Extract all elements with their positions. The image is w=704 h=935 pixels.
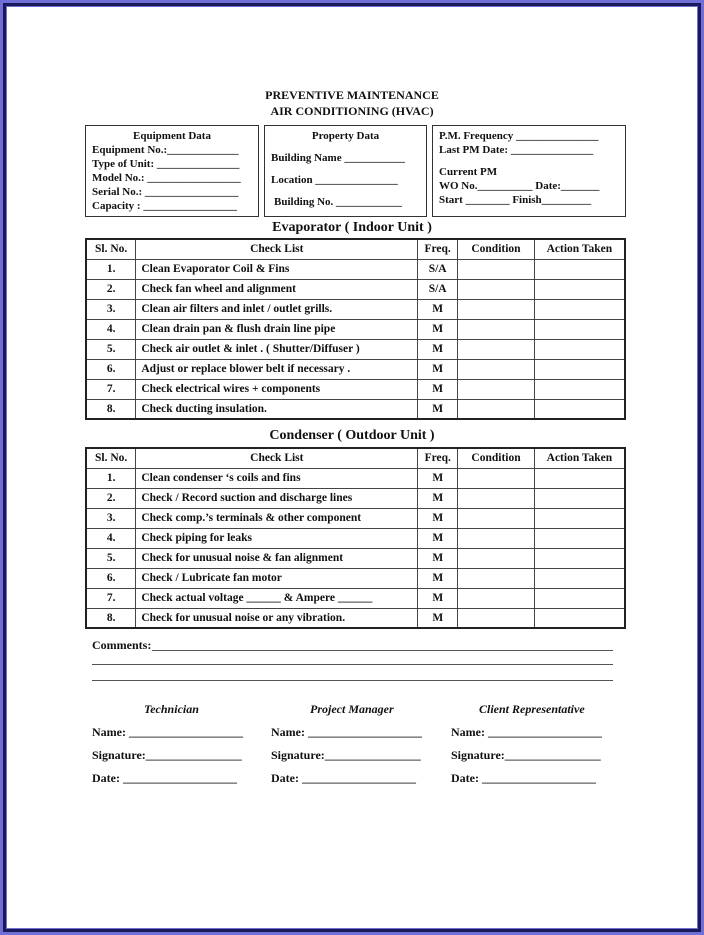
condition-cell[interactable] [458, 399, 535, 419]
property-field[interactable]: Building No. ____________ [274, 196, 403, 208]
column-header: Sl. No. [86, 239, 136, 259]
table-row [86, 488, 625, 508]
evaporator-title: Evaporator ( Indoor Unit ) [272, 220, 432, 235]
serial-number: 4. [86, 319, 136, 339]
frequency: S/A [418, 259, 458, 279]
comments-label: Comments: [92, 638, 152, 652]
table-header-row [86, 448, 625, 468]
equipment-field[interactable]: Equipment No.:_____________ [92, 144, 239, 156]
serial-number: 3. [86, 299, 136, 319]
check-item: Check / Lubricate fan motor [136, 568, 418, 588]
serial-number: 7. [86, 379, 136, 399]
action-taken-cell[interactable] [534, 279, 625, 299]
table-header-row [86, 239, 625, 259]
name-field[interactable]: Name: ___________________ [451, 725, 602, 739]
frequency: M [418, 399, 458, 419]
table-row [86, 299, 625, 319]
serial-number: 3. [86, 508, 136, 528]
frequency: M [418, 339, 458, 359]
check-item: Check fan wheel and alignment [136, 279, 418, 299]
column-header: Freq. [418, 239, 458, 259]
check-item: Check for unusual noise & fan alignment [136, 548, 418, 568]
table-row [86, 528, 625, 548]
column-header: Check List [136, 239, 418, 259]
comments-line[interactable] [152, 650, 613, 651]
condition-cell[interactable] [458, 468, 535, 488]
check-item: Check comp.’s terminals & other component [136, 508, 418, 528]
column-header: Condition [458, 448, 535, 468]
pm-box [432, 125, 626, 217]
action-taken-cell[interactable] [534, 359, 625, 379]
equipment-field[interactable]: Capacity : _________________ [92, 200, 237, 212]
date-field[interactable]: Date: ___________________ [271, 771, 416, 785]
serial-number: 1. [86, 259, 136, 279]
action-taken-cell[interactable] [534, 548, 625, 568]
condition-cell[interactable] [458, 488, 535, 508]
condition-cell[interactable] [458, 339, 535, 359]
property-data-box [264, 125, 427, 217]
property-field[interactable]: Building Name ___________ [271, 152, 405, 164]
check-item: Check for unusual noise or any vibration. [136, 608, 418, 628]
equipment-field[interactable]: Model No.: _________________ [92, 172, 241, 184]
condition-cell[interactable] [458, 259, 535, 279]
action-taken-cell[interactable] [534, 568, 625, 588]
table-row [86, 319, 625, 339]
condition-cell[interactable] [458, 279, 535, 299]
frequency: M [418, 548, 458, 568]
signature-field[interactable]: Signature:________________ [451, 748, 601, 762]
table-row [86, 359, 625, 379]
condition-cell[interactable] [458, 608, 535, 628]
pm-field[interactable]: Last PM Date: _______________ [439, 144, 594, 156]
action-taken-cell[interactable] [534, 508, 625, 528]
serial-number: 6. [86, 359, 136, 379]
condition-cell[interactable] [458, 299, 535, 319]
serial-number: 5. [86, 548, 136, 568]
column-header: Condition [458, 239, 535, 259]
equipment-heading: Equipment Data [133, 130, 211, 142]
condition-cell[interactable] [458, 319, 535, 339]
role-title: Client Representative [479, 702, 585, 716]
action-taken-cell[interactable] [534, 468, 625, 488]
pm-field[interactable]: Start ________ Finish_________ [439, 194, 592, 206]
frequency: M [418, 508, 458, 528]
condition-cell[interactable] [458, 528, 535, 548]
frequency: M [418, 379, 458, 399]
frequency: M [418, 588, 458, 608]
column-header: Check List [136, 448, 418, 468]
column-header: Freq. [418, 448, 458, 468]
form-subtitle: AIR CONDITIONING (HVAC) [270, 104, 434, 118]
serial-number: 6. [86, 568, 136, 588]
evaporator-table [85, 238, 626, 420]
table-row [86, 399, 625, 419]
equipment-data-box [85, 125, 259, 217]
frequency: S/A [418, 279, 458, 299]
table-row [86, 339, 625, 359]
signature-field[interactable]: Signature:________________ [92, 748, 242, 762]
action-taken-cell[interactable] [534, 488, 625, 508]
check-item: Check / Record suction and discharge lines [136, 488, 418, 508]
equipment-field[interactable]: Serial No.: _________________ [92, 186, 239, 198]
check-item: Clean Evaporator Coil & Fins [136, 259, 418, 279]
equipment-field[interactable]: Type of Unit: _______________ [92, 158, 240, 170]
column-header: Action Taken [534, 239, 625, 259]
signature-field[interactable]: Signature:________________ [271, 748, 421, 762]
pm-label: Current PM [439, 166, 498, 178]
table-row [86, 259, 625, 279]
condition-cell[interactable] [458, 508, 535, 528]
condition-cell[interactable] [458, 548, 535, 568]
condition-cell[interactable] [458, 379, 535, 399]
condition-cell[interactable] [458, 588, 535, 608]
table-row [86, 279, 625, 299]
pm-field[interactable]: WO No.__________ Date:_______ [439, 180, 600, 192]
table-row [86, 588, 625, 608]
frequency: M [418, 528, 458, 548]
action-taken-cell[interactable] [534, 608, 625, 628]
name-field[interactable]: Name: ___________________ [92, 725, 243, 739]
condition-cell[interactable] [458, 359, 535, 379]
action-taken-cell[interactable] [534, 399, 625, 419]
table-row [86, 548, 625, 568]
action-taken-cell[interactable] [534, 259, 625, 279]
check-item: Check air outlet & inlet . ( Shutter/Diffuser ) [136, 339, 418, 359]
column-header: Action Taken [534, 448, 625, 468]
table-row [86, 468, 625, 488]
frequency: M [418, 299, 458, 319]
action-taken-cell[interactable] [534, 379, 625, 399]
serial-number: 8. [86, 608, 136, 628]
name-field[interactable]: Name: ___________________ [271, 725, 422, 739]
form-title: PREVENTIVE MAINTENANCE [265, 88, 439, 102]
table-row [86, 379, 625, 399]
date-field[interactable]: Date: ___________________ [451, 771, 596, 785]
property-heading: Property Data [311, 130, 380, 142]
check-item: Clean drain pan & flush drain line pipe [136, 319, 418, 339]
serial-number: 2. [86, 488, 136, 508]
frequency: M [418, 488, 458, 508]
frequency: M [418, 359, 458, 379]
condition-cell[interactable] [458, 568, 535, 588]
serial-number: 1. [86, 468, 136, 488]
pm-field[interactable]: P.M. Frequency _______________ [439, 130, 599, 142]
frequency: M [418, 319, 458, 339]
serial-number: 2. [86, 279, 136, 299]
action-taken-cell[interactable] [534, 528, 625, 548]
comments-line[interactable] [92, 680, 613, 681]
condenser-table [85, 447, 626, 629]
check-item: Clean condenser ‘s coils and fins [136, 468, 418, 488]
check-item: Adjust or replace blower belt if necessary . [136, 359, 418, 379]
serial-number: 7. [86, 588, 136, 608]
table-row [86, 608, 625, 628]
column-header: Sl. No. [86, 448, 136, 468]
table-row [86, 568, 625, 588]
serial-number: 4. [86, 528, 136, 548]
action-taken-cell[interactable] [534, 339, 625, 359]
check-item: Check ducting insulation. [136, 399, 418, 419]
serial-number: 5. [86, 339, 136, 359]
date-field[interactable]: Date: ___________________ [92, 771, 237, 785]
frequency: M [418, 468, 458, 488]
frequency: M [418, 608, 458, 628]
role-title: Technician [144, 702, 199, 716]
role-title: Project Manager [310, 702, 394, 716]
comments-line[interactable] [92, 664, 613, 665]
action-taken-cell[interactable] [534, 319, 625, 339]
check-item: Check piping for leaks [136, 528, 418, 548]
property-field[interactable]: Location _______________ [271, 174, 398, 186]
action-taken-cell[interactable] [534, 299, 625, 319]
serial-number: 8. [86, 399, 136, 419]
frequency: M [418, 568, 458, 588]
check-item: Check electrical wires + components [136, 379, 418, 399]
condenser-title: Condenser ( Outdoor Unit ) [269, 428, 435, 443]
check-item: Check actual voltage ______ & Ampere ______ [136, 588, 418, 608]
action-taken-cell[interactable] [534, 588, 625, 608]
check-item: Clean air filters and inlet / outlet grills. [136, 299, 418, 319]
table-row [86, 508, 625, 528]
